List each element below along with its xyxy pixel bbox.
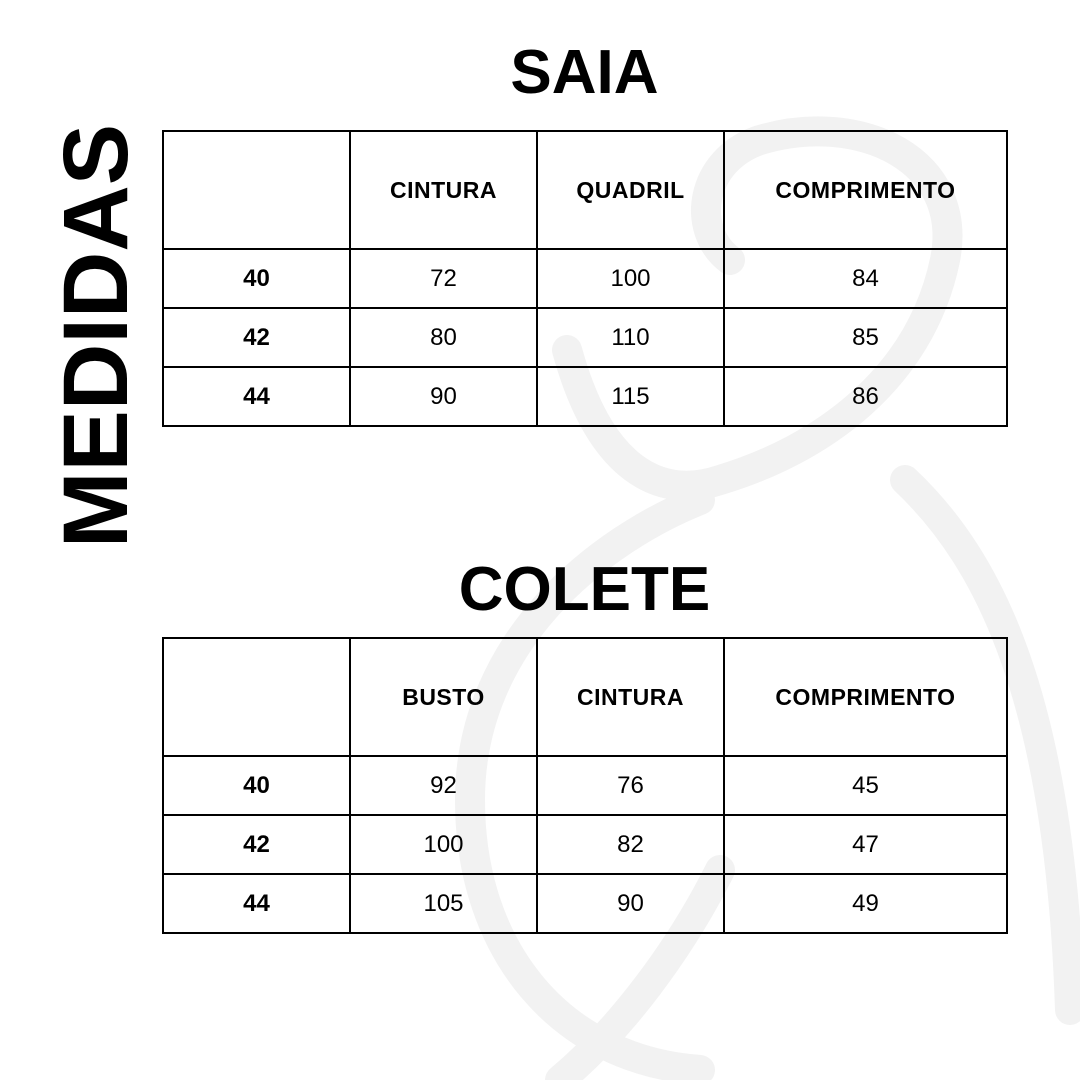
- table-row: [163, 367, 1007, 426]
- value-cell: 76: [537, 756, 724, 815]
- saia-size-table: [162, 130, 1008, 427]
- header-cell: BUSTO: [350, 638, 537, 756]
- value-cell: 47: [724, 815, 1007, 874]
- table-header-row: [163, 638, 1007, 756]
- size-cell: 42: [163, 815, 350, 874]
- table-row: [163, 815, 1007, 874]
- value-cell: 49: [724, 874, 1007, 933]
- header-cell-empty: [163, 131, 350, 249]
- table-row: [163, 874, 1007, 933]
- table-row: [163, 308, 1007, 367]
- value-cell: 84: [724, 249, 1007, 308]
- size-cell: 44: [163, 874, 350, 933]
- header-cell: COMPRIMENTO: [724, 131, 1007, 249]
- table-row: [163, 249, 1007, 308]
- table-header-row: [163, 131, 1007, 249]
- value-cell: 115: [537, 367, 724, 426]
- header-cell: QUADRIL: [537, 131, 724, 249]
- saia-title: SAIA: [510, 38, 659, 107]
- value-cell: 105: [350, 874, 537, 933]
- value-cell: 82: [537, 815, 724, 874]
- size-cell: 40: [163, 756, 350, 815]
- value-cell: 80: [350, 308, 537, 367]
- value-cell: 92: [350, 756, 537, 815]
- value-cell: 100: [350, 815, 537, 874]
- value-cell: 90: [537, 874, 724, 933]
- value-cell: 45: [724, 756, 1007, 815]
- header-cell: COMPRIMENTO: [724, 638, 1007, 756]
- side-title-medidas: MEDIDAS: [45, 123, 147, 549]
- value-cell: 110: [537, 308, 724, 367]
- size-cell: 44: [163, 367, 350, 426]
- value-cell: 90: [350, 367, 537, 426]
- header-cell: CINTURA: [350, 131, 537, 249]
- value-cell: 100: [537, 249, 724, 308]
- size-cell: 40: [163, 249, 350, 308]
- header-cell-empty: [163, 638, 350, 756]
- value-cell: 72: [350, 249, 537, 308]
- table-row: [163, 756, 1007, 815]
- colete-size-table: [162, 637, 1008, 934]
- value-cell: 85: [724, 308, 1007, 367]
- header-cell: CINTURA: [537, 638, 724, 756]
- colete-title: COLETE: [458, 555, 711, 624]
- value-cell: 86: [724, 367, 1007, 426]
- size-cell: 42: [163, 308, 350, 367]
